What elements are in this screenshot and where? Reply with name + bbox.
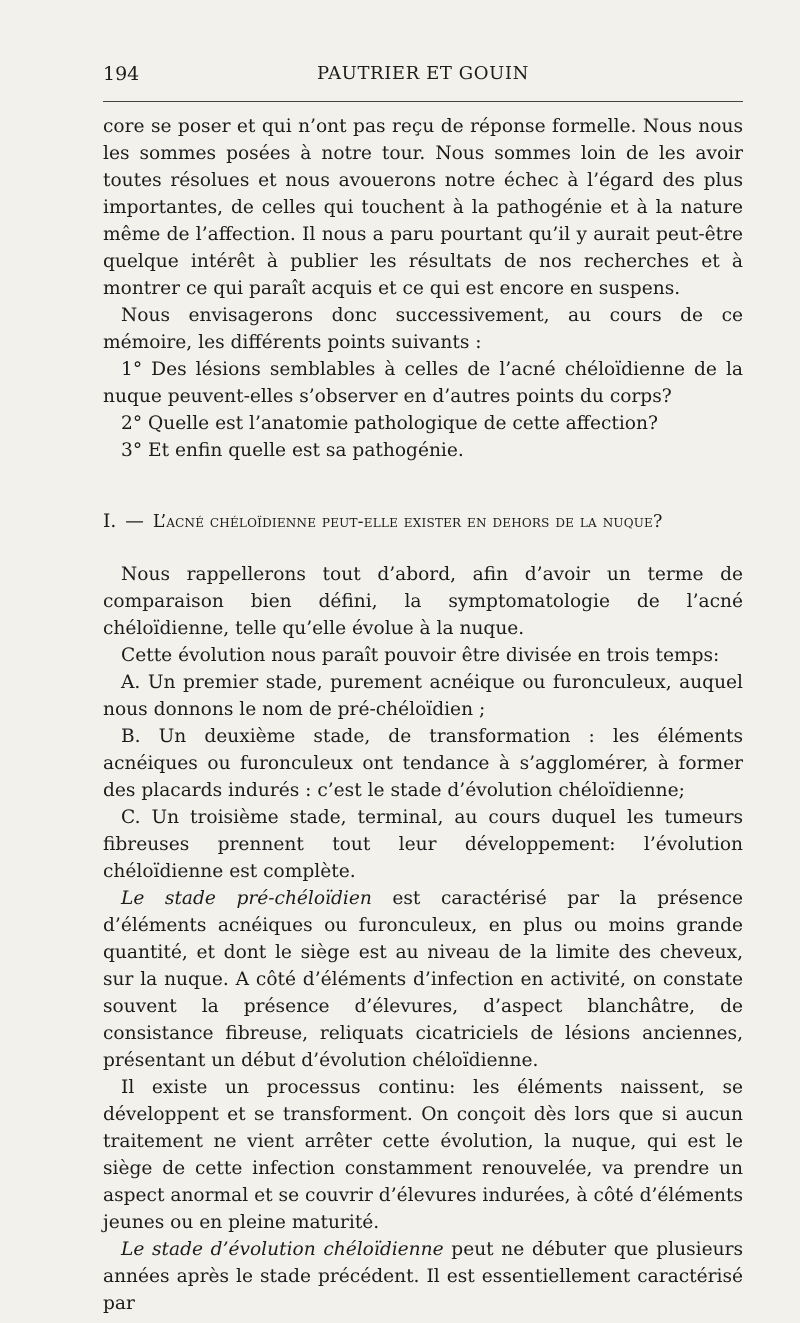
paragraph: Il existe un processus continu: les éléments naissent, se développent et se transforment. On conçoit dès lors que si aucun traitement ne vient arrêter cette évolution, la nuque, qui est le siège de cette infection constamment renouvelée, va prendre un aspect anormal et se couvrir d’élevures indurées, à côté d’éléments jeunes ou en pleine maturité. [103, 1077, 743, 1233]
list-item: 3° Et enfin quelle est sa pathogénie. [121, 440, 464, 461]
italic-lead: Le stade d’évolution chéloïdienne [121, 1239, 444, 1260]
header-rule [103, 101, 743, 102]
section-heading [103, 508, 743, 536]
section-title: L’acné chéloïdienne peut-elle exister en dehors de la nuque? [152, 512, 663, 532]
section-dash: — [125, 511, 144, 532]
paragraph: core se poser et qui n’ont pas reçu de réponse formelle. Nous nous les sommes posées à notre tour. Nous sommes loin de les avoir toutes résolues et nous avouerons notre échec à l’égard des plus importantes, de celles qui touchent à la pathogénie et à la nature même de l’affection. Il nous a paru pourtant qu’il y aurait peut-être quelque intérêt à publier les résultats de nos recherches et à montrer ce qui paraît acquis et ce qui est encore en suspens. [103, 116, 743, 299]
paragraph-text: peut ne débuter que plusieurs années après le stade précédent. Il est essentiellement caractérisé par [103, 1239, 743, 1314]
section-number: I. [103, 511, 117, 532]
body-text [103, 113, 743, 1317]
list-item: C. Un troisième stade, terminal, au cours duquel les tumeurs fibreuses prennent tout leur développement: l’évolution chéloïdienne est complète. [103, 807, 743, 882]
page-number: 194 [103, 63, 140, 85]
paragraph-text: est caractérisé par la présence d’éléments acnéiques ou furonculeux, en plus ou moins grande quantité, et dont le siège est au niveau de la limite des cheveux, sur la nuque. A côté d’éléments d’infection en activité, on constate souvent la présence d’élevures, d’aspect blanchâtre, de consistance fibreuse, reliquats cicatriciels de lésions anciennes, présentant un début d’évolution chéloïdienne. [103, 888, 743, 1071]
running-head: PAUTRIER ET GOUIN [317, 63, 529, 84]
list-item: B. Un deuxième stade, de transformation : les éléments acnéiques ou furonculeux ont tendance à s’agglomérer, à former des placards indurés : c’est le stade d’évolution chéloïdienne; [103, 726, 743, 801]
paragraph: Nous rappellerons tout d’abord, afin d’avoir un terme de comparaison bien défini, la symptomatologie de l’acné chéloïdienne, telle qu’elle évolue à la nuque. [103, 564, 743, 639]
paragraph [103, 885, 743, 1074]
paragraph [103, 1236, 743, 1317]
list-item: 2° Quelle est l’anatomie pathologique de cette affection? [121, 413, 658, 434]
paragraph: Nous envisagerons donc successivement, au cours de ce mémoire, les différents points suivants : [103, 305, 743, 353]
page-header [103, 60, 743, 90]
list-item: A. Un premier stade, purement acnéique ou furonculeux, auquel nous donnons le nom de pré-chéloïdien ; [103, 672, 743, 720]
italic-lead: Le stade pré-chéloïdien [121, 888, 372, 909]
list-item: 1° Des lésions semblables à celles de l’acné chéloïdienne de la nuque peuvent-elles s’observer en d’autres points du corps? [103, 359, 743, 407]
paragraph: Cette évolution nous paraît pouvoir être divisée en trois temps: [121, 645, 720, 666]
